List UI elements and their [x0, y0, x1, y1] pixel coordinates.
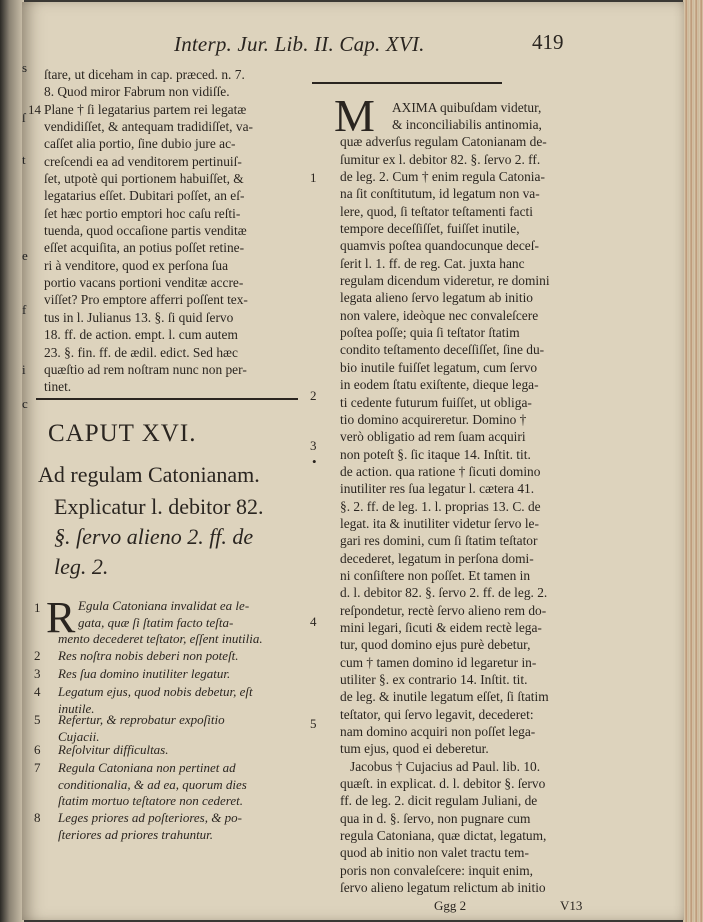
summary-number: 6 — [34, 742, 41, 757]
summary-number: 1 — [34, 600, 41, 615]
text-line: Legatum ejus, quod nobis debetur, eſt — [58, 684, 253, 699]
summary-number: 8 — [34, 810, 41, 825]
summary-number: 5 — [34, 712, 41, 727]
text-line: quæſtio ad rem noſtram nunc non per- — [44, 361, 247, 377]
catchword: V13 — [560, 898, 583, 913]
margin-fragment: t — [22, 152, 26, 167]
text-line: Res ſua domino inutiliter legatur. — [58, 666, 231, 681]
summary-item — [58, 742, 169, 759]
text-line: tinet. — [44, 379, 72, 395]
summary-item — [58, 648, 239, 665]
text-line: quod ab initio non valet tractu tem- — [340, 845, 529, 861]
text-line: decederet, legatum in perſona domi- — [340, 550, 534, 566]
text-line: ſumitur ex l. debitor 82. §. ſervo 2. ff. — [340, 151, 541, 167]
margin-fragment: f — [22, 302, 27, 317]
text-line: §. 2. ff. de leg. 1. l. proprias 13. C. de — [340, 498, 541, 514]
text-line: Cujacii. — [58, 728, 100, 744]
text-line: vendidiſſet, & antequam tradidiſſet, va- — [44, 119, 253, 135]
text-line: ſervo alieno legatum relictum ab initio — [340, 880, 546, 896]
text-line: in eodem ſtatu exiſtente, dieque lega- — [340, 377, 539, 393]
text-line: tio domino acquireretur. Domino † — [340, 411, 527, 427]
margin-number: 2 — [310, 388, 317, 403]
right-column-text — [326, 116, 678, 896]
text-line: inutiliter res ſua legatur l. cætera 41. — [340, 481, 535, 497]
text-line: & inconciliabilis antinomia, — [392, 117, 542, 132]
text-line: bio inutile fuiſſet legatum, cum ſervo — [340, 359, 538, 375]
text-line: ſtatim mortuo teſtatore non cederet. — [58, 793, 243, 808]
text-line: de leg. 2. Cum † enim regula Catonia- — [340, 169, 545, 185]
margin-fragment: ſ — [22, 110, 26, 125]
text-line: portio vacans portioni venditæ accre- — [44, 275, 244, 291]
text-line: gari res domini, cum ſi ſtatim teſtator — [340, 533, 538, 549]
text-line: quæ adverſus regulam Catonianam de- — [340, 134, 547, 150]
text-line: AXIMA quibuſdam videtur, — [392, 100, 542, 115]
text-line: tum ejus, quod ei deberetur. — [340, 741, 489, 757]
margin-fragment: c — [22, 396, 28, 411]
text-line: de action. qua ratione † ſicuti domino — [340, 463, 541, 479]
running-title: Interp. Jur. Lib. II. Cap. XVI. — [174, 32, 425, 56]
page-number: 419 — [532, 30, 564, 54]
text-line: cum † tamen domino id legaretur in- — [340, 654, 537, 670]
drop-cap-m: M — [334, 90, 375, 141]
text-line: ſteriores ad priores trahuntur. — [58, 826, 214, 842]
summary-item — [78, 598, 249, 631]
page-edges-right — [683, 0, 703, 922]
text-line: regulam dicendum videretur, re domini — [340, 273, 550, 289]
text-line: Refertur, & reprobatur expoſitio — [58, 712, 225, 727]
text-line: gata, quæ ſi ſtatim facto teſta- — [78, 614, 234, 630]
margin-fragment: e — [22, 248, 28, 263]
summary-number: 4 — [34, 684, 41, 699]
text-line: legat. ita & inutiliter videtur ſervo le- — [340, 515, 539, 531]
text-line: ſet hæc portio emptori hoc caſu reſti- — [44, 205, 241, 221]
text-line: legatarius eſſet. Dubitari poſſet, an eſ- — [44, 188, 245, 204]
text-line: mento decederet teſtator, eſſent inutilia. — [58, 631, 263, 646]
text-line: regula Catoniana, quæ dictat, legatum, — [340, 828, 547, 844]
text-line: na ſit conſtitutum, id legatum non va- — [340, 186, 540, 202]
text-line: eſſet acquiſita, an potius poſſet retine- — [44, 240, 245, 256]
text-line: ſerit l. 1. ff. de reg. Cat. juxta hanc — [340, 255, 525, 271]
signature-mark: Ggg 2 — [434, 898, 467, 913]
margin-number: 5 — [310, 716, 317, 731]
text-line: Reſolvitur difficultas. — [58, 742, 169, 757]
text-line: Res noſtra nobis deberi non poteſt. — [58, 648, 239, 663]
book-spine-shadow — [0, 0, 27, 922]
margin-fragment: i — [22, 362, 26, 377]
text-line: verò obligatio ad rem ſuam acquiri — [340, 429, 526, 445]
text-line: qua in d. §. ſervo, non pugnare cum — [340, 810, 531, 826]
text-line: Leges priores ad poſteriores, & po- — [58, 810, 242, 825]
chapter-rule — [36, 398, 298, 400]
summary-item — [58, 810, 242, 843]
text-line: viſſet? Pro emptore afferri poſſent tex- — [44, 292, 248, 308]
chapter-title-line: Ad regulam Catonianam. — [38, 462, 260, 487]
text-line: tur, quod domino ejus purè debetur, — [340, 637, 531, 653]
text-line: ff. de leg. 2. dicit regulam Juliani, de — [340, 793, 538, 809]
text-line: ſet, utpotè qui portionem habuiſſet, & — [44, 171, 244, 187]
text-line: non poteſt §. ſic itaque 14. Inſtit. tit. — [340, 446, 531, 462]
text-line: ni conſiſtere non poſſet. Et tamen in — [340, 567, 531, 583]
text-line: d. l. debitor 82. §. ſervo 2. ff. de leg. 2. — [340, 585, 548, 601]
header-rule — [312, 82, 502, 84]
chapter-heading: CAPUT XVI. — [48, 420, 197, 447]
text-line: Plane † ſi legatarius partem rei legatæ — [44, 101, 247, 117]
text-line: de leg. & inutile legatum eſſet, ſi ſtatim — [340, 689, 549, 705]
text-line: tuenda, quod occaſione partis venditæ — [44, 223, 247, 239]
chapter-title-line: Explicatur l. debitor 82. — [54, 494, 264, 519]
text-line: ri à venditore, quod ex perſona ſua — [44, 257, 229, 273]
text-line: Egula Catoniana invalidat ea le- — [78, 598, 250, 613]
text-line: ti cedente futurum fuiſſet, ut obliga- — [340, 394, 532, 410]
text-line: poris non convaleſcere: inquit enim, — [340, 862, 533, 878]
text-line: 23. §. fin. ff. de ædil. edict. Sed hæc — [44, 344, 238, 360]
text-line: Jacobus † Cujacius ad Paul. lib. 10. — [350, 758, 541, 774]
summary-number: 2 — [34, 648, 41, 663]
text-line: condito teſtamento deceſſiſſet, ſine du- — [340, 342, 545, 358]
book-page — [22, 2, 684, 920]
text-line: quamvis poſtea quandocunque deceſ- — [340, 238, 539, 254]
margin-bullet: • — [312, 454, 317, 469]
text-line: conditionalia, & ad ea, quorum dies — [58, 776, 247, 792]
margin-number: 1 — [310, 170, 317, 185]
summary-item — [58, 760, 247, 810]
text-line: utiliter §. ex contrario 14. Inſtit. tit. — [340, 672, 528, 687]
margin-number: 14 — [28, 102, 41, 117]
summary-item — [58, 712, 225, 745]
drop-cap-r: R — [46, 593, 76, 642]
text-line: Regula Catoniana non pertinet ad — [58, 760, 236, 775]
text-line: caſſet alia portio, ſine dubio jure ac- — [44, 136, 236, 152]
chapter-title-line: §. ſervo alieno 2. ff. de — [54, 524, 254, 549]
text-line: 8. Quod miror Fabrum non vidiſſe. — [44, 84, 230, 100]
text-line: quæſt. in explicat. d. l. debitor §. ſervo — [340, 776, 546, 792]
text-line: mini legari, ſicuti & eidem rectè lega- — [340, 619, 542, 635]
summary-number: 3 — [34, 666, 41, 681]
text-line: lere, quod, ſi teſtator teſtamenti facti — [340, 203, 533, 219]
summary-number: 7 — [34, 760, 41, 775]
text-line: non valere, ideòque nec convaleſcere — [340, 307, 539, 323]
text-line: legata alieno ſervo legatum ab initio — [340, 290, 533, 306]
text-line: nam domino acquiri non poſſet lega- — [340, 724, 536, 740]
text-line: 18. ff. de action. empt. l. cum autem — [44, 327, 238, 343]
summary-item — [58, 666, 230, 683]
text-line: inutile. — [58, 700, 95, 716]
margin-number: 4 — [310, 614, 317, 629]
chapter-title-line: leg. 2. — [54, 554, 109, 579]
text-line: ſtare, ut diceham in cap. præced. n. 7. — [44, 67, 245, 82]
text-line: tus in l. Julianus 13. §. ſi quid ſervo — [44, 309, 234, 325]
summary-item-continuation — [58, 631, 263, 648]
margin-number: 3 — [310, 438, 317, 453]
text-line: creſcendi ea ad venditorem pertinuiſ- — [44, 153, 242, 169]
text-line: teſtator, qui ſervo legavit, decederet: — [340, 706, 534, 722]
left-column-text — [44, 66, 336, 396]
text-line: poſtea poſſe; quia ſi teſtator ſtatim — [340, 325, 520, 341]
text-line: tempore deceſſiſſet, fuiſſet inutile, — [340, 221, 520, 237]
margin-fragment: s — [22, 60, 28, 75]
text-line: reſpondetur, rectè ſervo alieno rem do- — [340, 602, 547, 618]
